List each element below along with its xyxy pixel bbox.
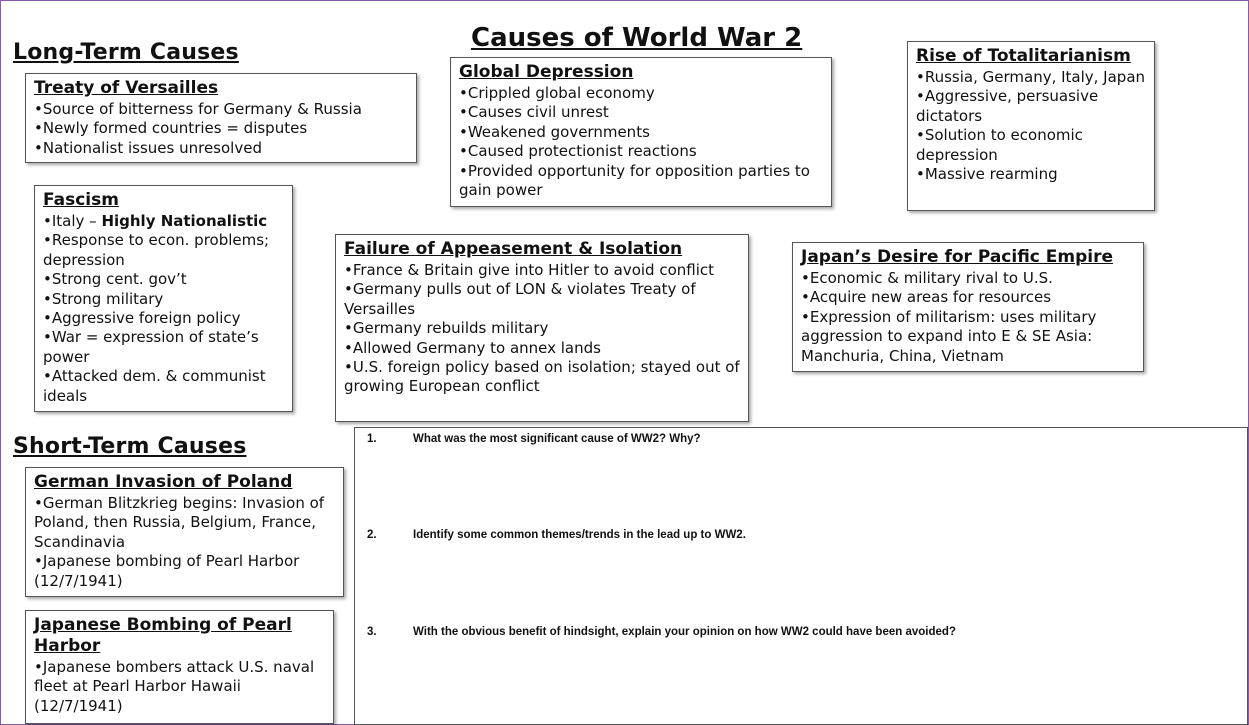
depression-title: Global Depression — [459, 62, 634, 82]
list-item: •Strong cent. gov’t — [43, 270, 187, 289]
appeasement-box — [335, 234, 749, 422]
pearl-harbor-title: Japanese Bombing of Pearl Harbor — [34, 615, 292, 656]
list-item: •Expression of militarism: uses military aggression to expand into E & SE Asia: Manchuria, China, Vietnam — [801, 307, 1097, 365]
question-number: 2. — [367, 529, 377, 541]
list-item: •Nationalist issues unresolved — [34, 138, 262, 157]
list-item: •Response to econ. problems; depression — [43, 231, 270, 269]
totalitarianism-title: Rise of Totalitarianism — [916, 46, 1131, 66]
short-term-heading: Short-Term Causes — [13, 434, 247, 459]
versailles-box — [25, 73, 417, 163]
list-item: •Aggressive foreign policy — [43, 309, 241, 328]
list-item: •U.S. foreign policy based on isolation; stayed out of growing European conflict — [344, 358, 740, 396]
poland-title: German Invasion of Poland — [34, 472, 293, 492]
question-1 — [367, 433, 701, 445]
list-item: •Provided opportunity for opposition parties to gain power — [459, 161, 810, 200]
question-number: 3. — [367, 626, 377, 638]
question-text: With the obvious benefit of hindsight, explain your opinion on how WW2 could have been avoided? — [413, 626, 956, 638]
question-2 — [367, 529, 746, 541]
list-item: •War = expression of state’s power — [43, 328, 259, 366]
list-item: •Causes civil unrest — [459, 103, 609, 122]
long-term-heading: Long-Term Causes — [13, 40, 239, 65]
list-item: •Germany pulls out of LON & violates Treaty of Versailles — [344, 280, 696, 318]
list-item: •Japanese bombing of Pearl Harbor (12/7/1941) — [34, 552, 300, 590]
depression-box — [450, 57, 832, 207]
list-item: •Crippled global economy — [459, 84, 655, 102]
list-item: •Newly formed countries = disputes — [34, 119, 308, 138]
list-item: •Japanese bombers attack U.S. naval fleet at Pearl Harbor Hawaii (12/7/1941) — [34, 658, 315, 715]
fascism-title: Fascism — [43, 190, 119, 210]
list-item: •Economic & military rival to U.S. — [801, 269, 1053, 287]
questions-panel — [354, 427, 1248, 725]
list-item: •Source of bitterness for Germany & Russia — [34, 100, 362, 118]
poland-box — [25, 467, 344, 597]
japan-box — [792, 242, 1144, 372]
list-item — [43, 212, 286, 231]
fascism-italy-bold: Highly Nationalistic — [101, 212, 268, 230]
page-title: Causes of World War 2 — [471, 23, 803, 53]
list-item: •Massive rearming — [916, 165, 1058, 184]
list-item: •Weakened governments — [459, 122, 650, 141]
japan-title: Japan’s Desire for Pacific Empire — [801, 247, 1114, 267]
question-number: 1. — [367, 433, 377, 445]
list-item: •Solution to economic depression — [916, 126, 1083, 164]
list-item: •German Blitzkrieg begins: Invasion of Poland, then Russia, Belgium, France, Scandinavia — [34, 494, 325, 551]
list-item: •Acquire new areas for resources — [801, 288, 1052, 307]
list-item: •Attacked dem. & communist ideals — [43, 367, 266, 405]
question-3 — [367, 626, 956, 638]
list-item: •France & Britain give into Hitler to avoid conflict — [344, 261, 715, 279]
question-text: Identify some common themes/trends in the lead up to WW2. — [413, 529, 746, 541]
fascism-box — [34, 185, 293, 412]
list-item: •Strong military — [43, 289, 164, 308]
list-item: •Aggressive, persuasive dictators — [916, 87, 1099, 125]
list-item: •Allowed Germany to annex lands — [344, 338, 601, 357]
fascism-italy-prefix: •Italy – — [43, 212, 102, 230]
pearl-harbor-box — [25, 610, 334, 724]
totalitarianism-box — [907, 41, 1155, 211]
list-item: •Germany rebuilds military — [344, 319, 549, 338]
list-item: •Caused protectionist reactions — [459, 142, 697, 161]
versailles-title: Treaty of Versailles — [34, 78, 219, 98]
list-item: •Russia, Germany, Italy, Japan — [916, 68, 1146, 86]
appeasement-title: Failure of Appeasement & Isolation — [344, 239, 683, 259]
question-text: What was the most significant cause of WW2? Why? — [413, 433, 701, 445]
